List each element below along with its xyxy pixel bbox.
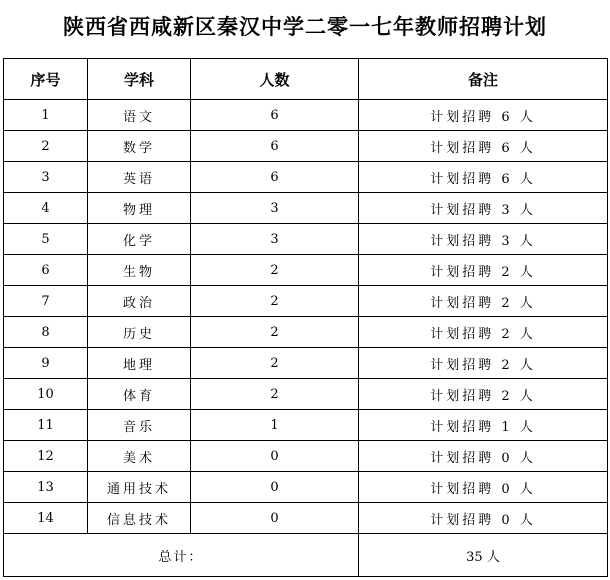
row-remark: 计划招聘 3 人 (359, 193, 608, 224)
row-index: 10 (4, 379, 88, 410)
row-remark: 计划招聘 0 人 (359, 472, 608, 503)
table-row (4, 410, 608, 441)
row-remark: 计划招聘 6 人 (359, 162, 608, 193)
header-remark: 备注 (359, 59, 608, 100)
total-label: 总计： (4, 534, 359, 577)
row-subject: 生物 (88, 255, 191, 286)
row-index: 13 (4, 472, 88, 503)
table-row (4, 472, 608, 503)
row-count: 6 (191, 162, 359, 193)
recruitment-plan-table (3, 58, 608, 577)
row-index: 3 (4, 162, 88, 193)
row-count: 1 (191, 410, 359, 441)
table-row (4, 348, 608, 379)
header-index: 序号 (4, 59, 88, 100)
row-count: 0 (191, 472, 359, 503)
table-row (4, 224, 608, 255)
table-row (4, 193, 608, 224)
row-index: 8 (4, 317, 88, 348)
table-row (4, 100, 608, 131)
table-row (4, 379, 608, 410)
row-subject: 通用技术 (88, 472, 191, 503)
row-remark: 计划招聘 2 人 (359, 286, 608, 317)
row-count: 0 (191, 441, 359, 472)
row-subject: 化学 (88, 224, 191, 255)
row-remark: 计划招聘 0 人 (359, 503, 608, 534)
row-subject: 地理 (88, 348, 191, 379)
row-subject: 历史 (88, 317, 191, 348)
row-index: 9 (4, 348, 88, 379)
row-index: 12 (4, 441, 88, 472)
row-count: 2 (191, 348, 359, 379)
total-value: 35 人 (359, 534, 608, 577)
row-remark: 计划招聘 6 人 (359, 100, 608, 131)
table-row (4, 441, 608, 472)
row-remark: 计划招聘 1 人 (359, 410, 608, 441)
row-subject: 政治 (88, 286, 191, 317)
row-subject: 美术 (88, 441, 191, 472)
table-row (4, 255, 608, 286)
table-row (4, 286, 608, 317)
row-remark: 计划招聘 0 人 (359, 441, 608, 472)
row-count: 6 (191, 100, 359, 131)
header-subject: 学科 (88, 59, 191, 100)
row-subject: 数学 (88, 131, 191, 162)
row-index: 6 (4, 255, 88, 286)
row-remark: 计划招聘 2 人 (359, 255, 608, 286)
row-remark: 计划招聘 2 人 (359, 348, 608, 379)
table-row (4, 503, 608, 534)
row-remark: 计划招聘 2 人 (359, 317, 608, 348)
table-header-row (4, 59, 608, 100)
row-subject: 体育 (88, 379, 191, 410)
row-count: 2 (191, 317, 359, 348)
row-subject: 英语 (88, 162, 191, 193)
row-index: 7 (4, 286, 88, 317)
row-count: 3 (191, 193, 359, 224)
row-subject: 信息技术 (88, 503, 191, 534)
row-index: 1 (4, 100, 88, 131)
row-index: 14 (4, 503, 88, 534)
total-row (4, 534, 608, 577)
row-subject: 语文 (88, 100, 191, 131)
table-row (4, 317, 608, 348)
row-subject: 物理 (88, 193, 191, 224)
row-subject: 音乐 (88, 410, 191, 441)
header-count: 人数 (191, 59, 359, 100)
row-count: 2 (191, 286, 359, 317)
row-remark: 计划招聘 6 人 (359, 131, 608, 162)
document-title: 陕西省西咸新区秦汉中学二零一七年教师招聘计划 (63, 14, 547, 39)
table-row (4, 131, 608, 162)
table-row (4, 162, 608, 193)
row-index: 5 (4, 224, 88, 255)
row-count: 6 (191, 131, 359, 162)
row-remark: 计划招聘 3 人 (359, 224, 608, 255)
row-count: 2 (191, 255, 359, 286)
row-index: 11 (4, 410, 88, 441)
row-remark: 计划招聘 2 人 (359, 379, 608, 410)
row-count: 2 (191, 379, 359, 410)
row-index: 2 (4, 131, 88, 162)
row-count: 3 (191, 224, 359, 255)
row-count: 0 (191, 503, 359, 534)
row-index: 4 (4, 193, 88, 224)
